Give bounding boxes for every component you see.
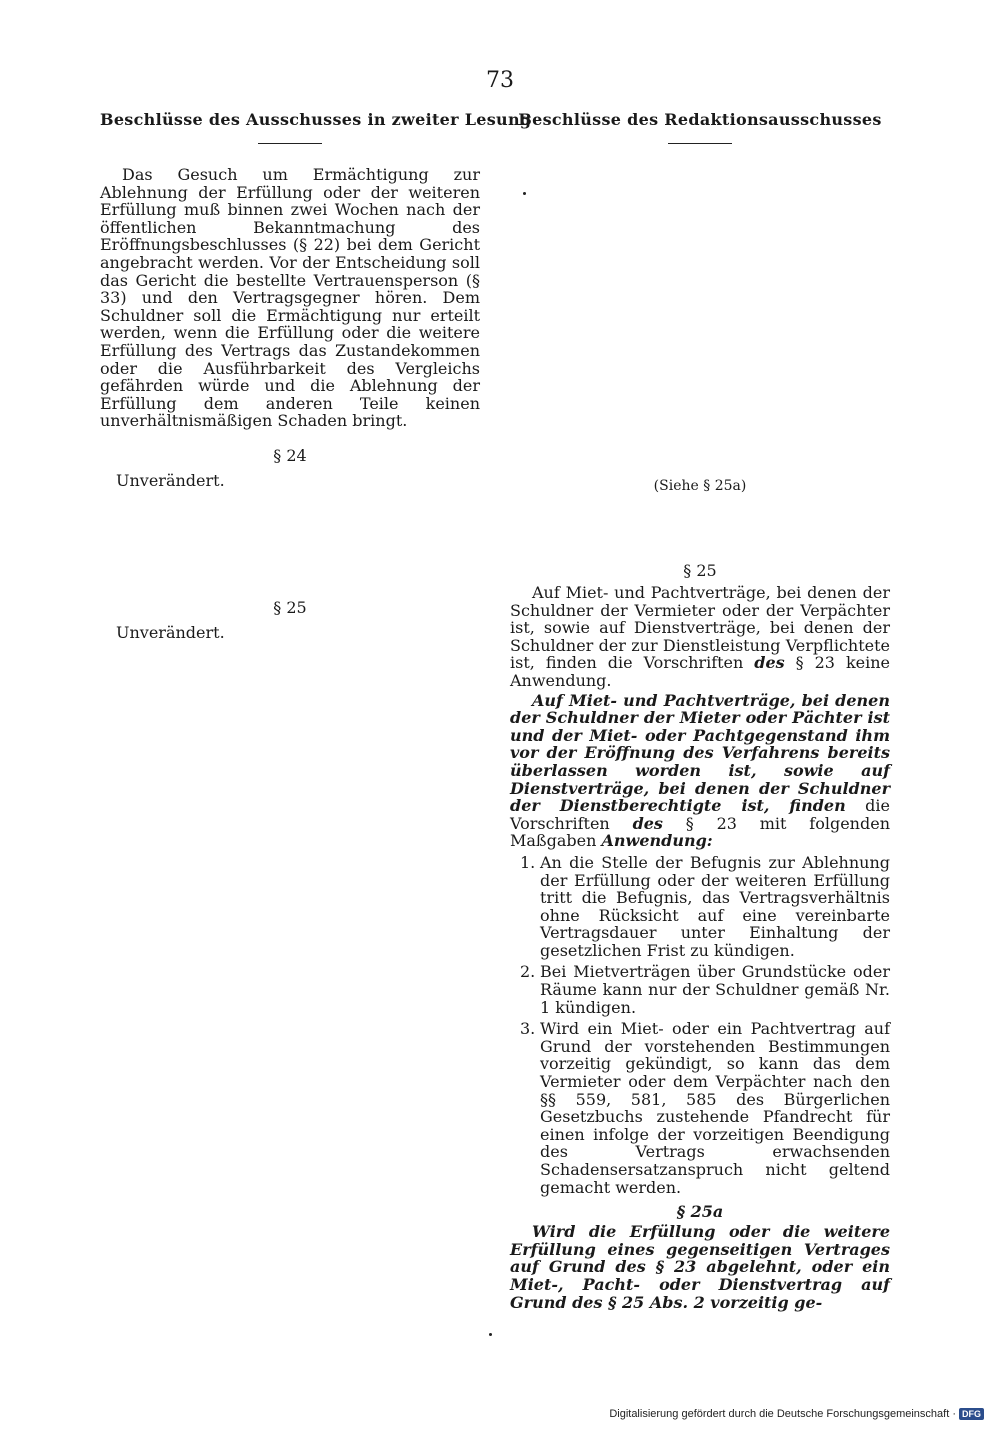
left-unchanged-25: Unverändert. xyxy=(116,622,225,642)
left-column xyxy=(100,110,532,642)
paragraph-2-inserted-des: des xyxy=(632,813,663,833)
left-column-heading: Beschlüsse des Ausschusses in zweiter Lesung xyxy=(100,110,532,129)
right-heading-rule xyxy=(668,143,732,144)
left-unchanged-24: Unverändert. xyxy=(116,470,225,490)
see-section-note: (Siehe § 25a) xyxy=(653,478,747,494)
list-item-number: 1. xyxy=(520,852,536,872)
list-item xyxy=(510,854,890,960)
page-number: 73 xyxy=(486,68,514,93)
right-section-25: § 25 xyxy=(683,561,717,580)
paragraph-1-inserted: des xyxy=(754,653,785,673)
speck xyxy=(523,192,526,195)
list-item-text: An die Stelle der Befugnis zur Ablehnung der Erfüllung oder der weiteren Erfüllung tritt die Befugnis, das Vertragsverhältnis ohne Rücksicht auf eine vereinbarte Vertragsdauer unter Einhaltung der gesetzlichen Frist zu kündigen. xyxy=(540,852,890,960)
list-item xyxy=(510,1020,890,1196)
paragraph-2-inserted: Auf Miet- und Pachtverträge, bei denen der Schuldner der Mieter oder Pächter ist und der Miet- oder Pachtgegenstand ihm vor der Eröffnung des Verfahrens bereits überlassen worden ist, sowie auf Dienstverträge, bei denen der Schuldner der Dienstberechtigte ist, finden xyxy=(510,690,890,816)
dfg-logo-icon: DFG xyxy=(959,1408,984,1420)
right-paragraph-3: Wird die Erfüllung oder die weitere Erfüllung eines gegenseitigen Vertrages auf Grund des § 23 abgelehnt, oder ein Miet-, Pacht- oder Dienstvertrag auf Grund des § 25 Abs. 2 vorzeitig ge- xyxy=(510,1222,890,1312)
left-heading-rule xyxy=(258,143,322,144)
list-item xyxy=(510,963,890,1016)
paragraph-1-text: Auf Miet- und Pachtverträge, bei denen der Schuldner der Vermieter oder der Verpächter ist, sowie auf Dienstverträge, bei denen der Schuldner der zur Dienstleistung Verpflichtete ist, finden die Vorschriften xyxy=(510,583,890,673)
paragraph-2-text-2: § 23 mit folgenden Maßgaben xyxy=(510,813,890,851)
right-section-25a: § 25a xyxy=(676,1202,724,1222)
list-item-number: 3. xyxy=(520,1019,536,1039)
left-section-25: § 25 xyxy=(273,597,307,617)
list-item-number: 2. xyxy=(520,962,536,982)
footer-attribution xyxy=(609,1408,984,1420)
right-column xyxy=(510,110,890,144)
right-paragraph-2 xyxy=(510,692,890,850)
right-column-heading: Beschlüsse des Redaktionsausschusses xyxy=(518,110,882,129)
paragraph-1-text-end: § 23 keine Anwendung. xyxy=(510,653,891,690)
footer-text: Digitalisierung gefördert durch die Deutsche Forschungsgemeinschaft · xyxy=(609,1408,956,1420)
right-section-25-block xyxy=(510,561,890,1311)
list-item-text: Bei Mietverträgen über Grundstücke oder Räume kann nur der Schuldner gemäß Nr. 1 kündigen. xyxy=(540,962,890,1017)
left-section-24: § 24 xyxy=(273,445,307,465)
paragraph-2-text: die Vorschriften xyxy=(510,796,890,833)
paragraph-2-inserted-end: Anwendung: xyxy=(601,831,713,851)
right-paragraph-1 xyxy=(510,584,890,690)
list-item-text: Wird ein Miet- oder ein Pachtvertrag auf Grund der vorstehenden Bestimmungen vorzeitig gekündigt, so kann das dem Vermieter oder dem Verpächter nach den §§ 559, 581, 585 des Bürgerlichen Gesetzbuchs zustehende Pfandrecht für einen infolge der vorzeitigen Beendigung des Vertrags erwachsenden Schadensersatzanspruch nicht geltend gemacht werden. xyxy=(540,1019,890,1197)
left-paragraph-1: Das Gesuch um Ermächtigung zur Ablehnung der Erfüllung oder der weiteren Erfüllung muß binnen zwei Wochen nach der öffentlichen Bekanntmachung des Eröffnungsbeschlusses (§ 22) bei dem Gericht angebracht werden. Vor der Entscheidung soll das Gericht die bestellte Vertrauensperson (§ 33) und den Vertragsgegner hören. Dem Schuldner soll die Ermächtigung nur erteilt werden, wenn die Erfüllung oder die weitere Erfüllung des Vertrags das Zustandekommen oder die Ausführbarkeit des Vergleichs gefährden würde und die Ablehnung der Erfüllung dem anderen Teile keinen unverhältnismäßigen Schaden bringt. xyxy=(100,165,480,431)
speck xyxy=(489,1333,492,1336)
